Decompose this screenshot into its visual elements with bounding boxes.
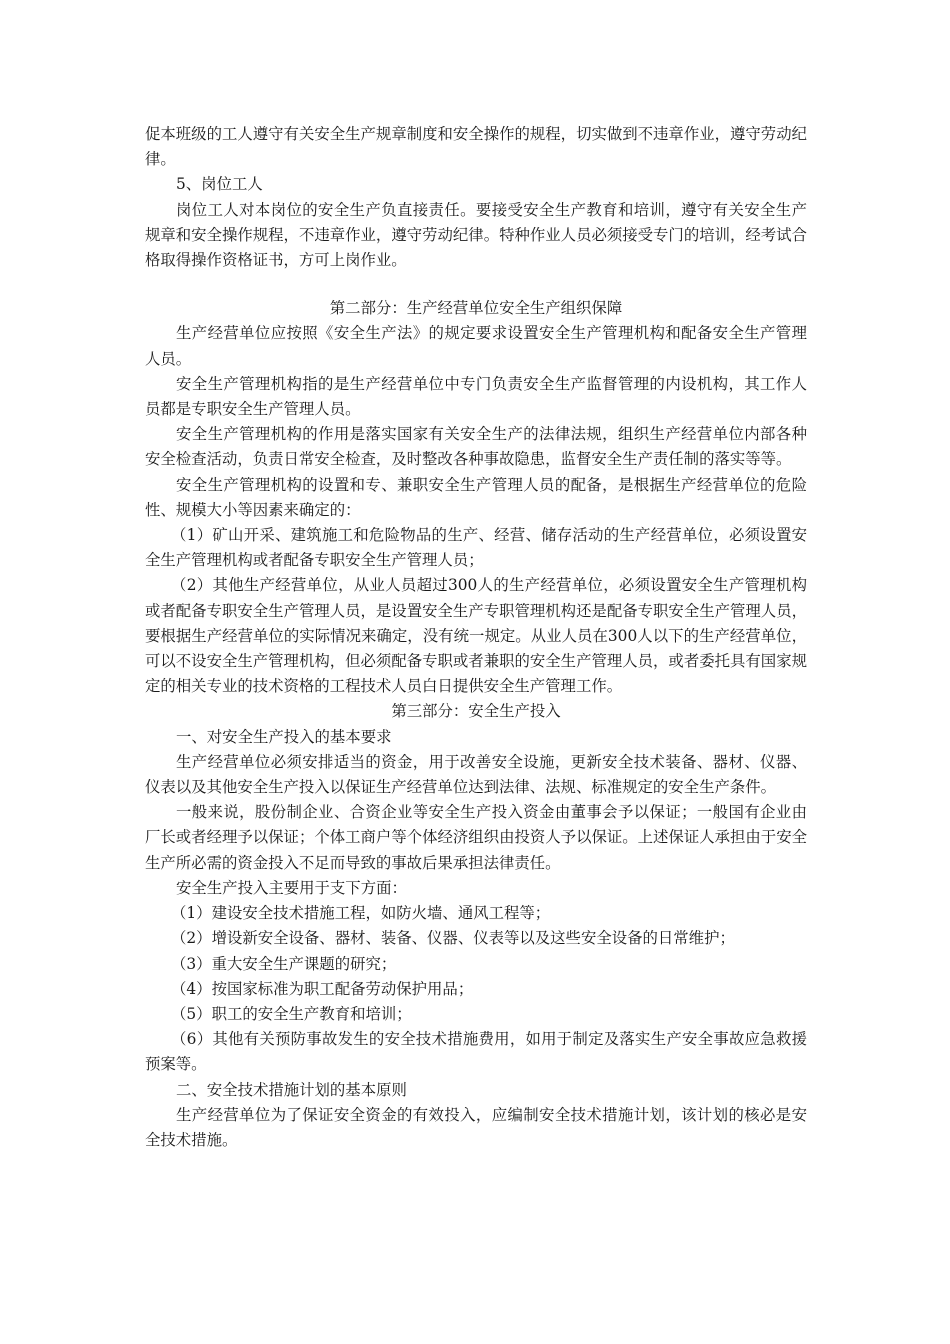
subheading-part3-requirements: 一、对安全生产投入的基本要求: [176, 727, 392, 746]
paragraph-part3-plan: 生产经营单位为了保证安全资金的有效投入，应编制安全技术措施计划，该计划的核必是安全技术措施。: [145, 1105, 807, 1149]
paragraph-post-worker: 岗位工人对本岗位的安全生产负直接责任。要接受安全生产教育和培训，遵守有关安全生产规章和安全操作规程，不违章作业，遵守劳动纪律。特种作业人员必须接受专门的培训，经考试合格取得操作资格证书，方可上岗作业。: [145, 200, 807, 270]
list-item-part2-2: （2）其他生产经营单位，从业人员超过300人的生产经营单位，必须设置安全生产管理机构或者配备专职安全生产管理人员，是设置安全生产专职管理机构还是配备专职安全生产管理人员，要根据生产经营单位的实际情况来确定，没有统一规定。从业人员在300人以下的生产经营单位，可以不设安全生产管理机构，但必须配备专职或者兼职的安全生产管理人员，或者委托具有国家规定的相关专业的技术资格的工程技术人员白日提供安全生产管理工作。: [145, 576, 807, 696]
paragraph-part2-intro: 生产经营单位应按照《安全生产法》的规定要求设置安全生产管理机构和配备安全生产管理人员。: [145, 324, 807, 368]
heading-post-worker: 5、岗位工人: [176, 175, 263, 194]
list-item-part2-1: （1）矿山开采、建筑施工和危险物品的生产、经营、储存活动的生产经营单位，必须设置安全生产管理机构或者配备专职安全生产管理人员；: [145, 526, 807, 570]
list-item-part3-4: （4）按国家标准为职工配备劳动保护用品；: [171, 979, 474, 998]
paragraph-part2-definition: 安全生产管理机构指的是生产经营单位中专门负责安全生产监督管理的内设机构，其工作人员都是专职安全生产管理人员。: [145, 374, 807, 419]
section-heading-part3: 第三部分：安全生产投入: [391, 702, 561, 721]
list-item-part3-6: （6）其他有关预防事故发生的安全技术措施费用，如用于制定及落实生产安全事故应急救援预案等。: [145, 1030, 807, 1074]
paragraph-part3-guarantee: 一般来说，股份制企业、合资企业等安全生产投入资金由董事会予以保证；一般国有企业由厂长或者经理予以保证；个体工商户等个体经济组织由投资人予以保证。上述保证人承担由于安全生产所必需的资金投入不足而导致的事故后果承担法律责任。: [145, 803, 807, 872]
paragraph-part3-uses: 安全生产投入主要用于支下方面：: [176, 878, 407, 897]
list-item-part3-3: （3）重大安全生产课题的研究；: [171, 954, 397, 973]
paragraph-part3-funding: 生产经营单位必须安排适当的资金，用于改善安全设施，更新安全技术装备、器材、仪器、仪表以及其他安全生产投入以保证生产经营单位达到法律、法规、标准规定的安全生产条件。: [145, 752, 807, 797]
subheading-part3-principles: 二、安全技术措施计划的基本原则: [176, 1080, 407, 1099]
document-body: [145, 122, 807, 1153]
paragraph-part2-function: 安全生产管理机构的作用是落实国家有关安全生产的法律法规，组织生产经营单位内部各种安全检查活动，负责日常安全检查，及时整改各种事故隐患，监督安全生产责任制的落实等等。: [145, 425, 807, 469]
list-item-part3-1: （1）建设安全技术措施工程，如防火墙、通风工程等；: [171, 904, 551, 923]
paragraph-continuation: 促本班级的工人遵守有关安全生产规章制度和安全操作的规程，切实做到不违章作业，遵守劳动纪律。: [145, 125, 807, 169]
blank-line: [145, 273, 807, 296]
list-item-part3-2: （2）增设新安全设备、器材、装备、仪器、仪表等以及这些安全设备的日常维护；: [171, 929, 735, 948]
paragraph-part2-staffing: 安全生产管理机构的设置和专、兼职安全生产管理人员的配备，是根据生产经营单位的危险性、规模大小等因素来确定的：: [145, 475, 807, 519]
list-item-part3-5: （5）职工的安全生产教育和培训；: [171, 1004, 412, 1023]
section-heading-part2: 第二部分：生产经营单位安全生产组织保障: [329, 299, 623, 318]
